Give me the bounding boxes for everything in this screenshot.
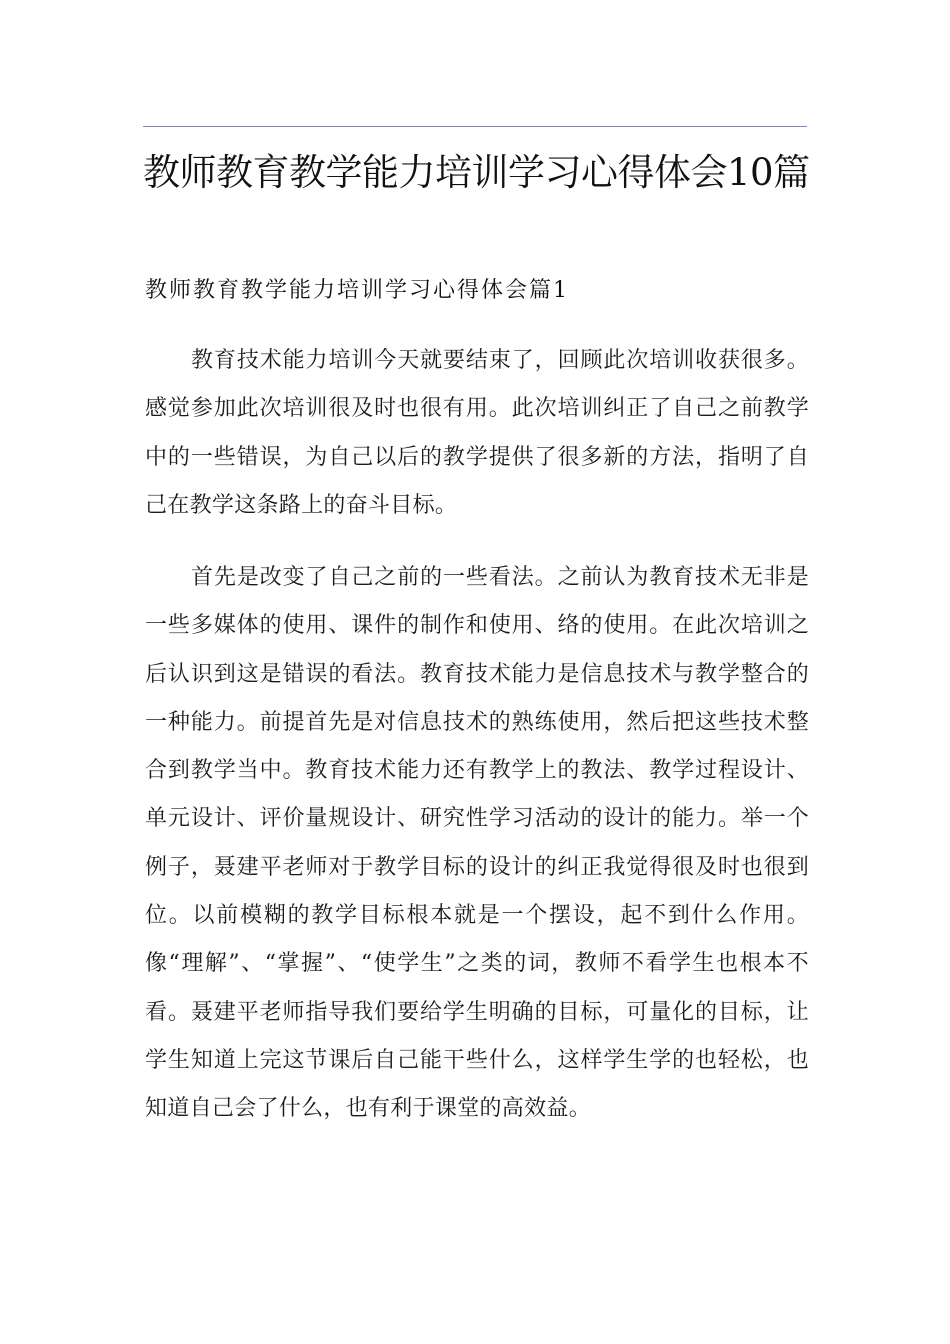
header-divider [143, 126, 807, 127]
section-heading: 教师教育教学能力培训学习心得体会篇1 [145, 278, 569, 303]
body-paragraph-1: 教育技术能力培训今天就要结束了，回顾此次培训收获很多。感觉参加此次培训很及时也很有用。此次培训纠正了自己之前教学中的一些错误，为自己以后的教学提供了很多新的方法，指明了自己在教学这条路上的奋斗目标。 [145, 348, 809, 518]
body-paragraph-2: 首先是改变了自己之前的一些看法。之前认为教育技术无非是一些多媒体的使用、课件的制作和使用、络的使用。在此次培训之后认识到这是错误的看法。教育技术能力是信息技术与教学整合的一种能力。前提首先是对信息技术的熟练使用，然后把这些技术整合到教学当中。教育技术能力还有教学上的教法、教学过程设计、单元设计、评价量规设计、研究性学习活动的设计的能力。举一个例子，聂建平老师对于教学目标的设计的纠正我觉得很及时也很到位。以前模糊的教学目标根本就是一个摆设，起不到什么作用。像“理解”、“掌握”、“使学生”之类的词，教师不看学生也根本不看。聂建平老师指导我们要给学生明确的目标，可量化的目标，让学生知道上完这节课后自己能干些什么，这样学生学的也轻松，也知道自己会了什么，也有利于课堂的高效益。 [145, 565, 809, 1122]
document-title: 教师教育教学能力培训学习心得体会10篇 [143, 151, 810, 194]
